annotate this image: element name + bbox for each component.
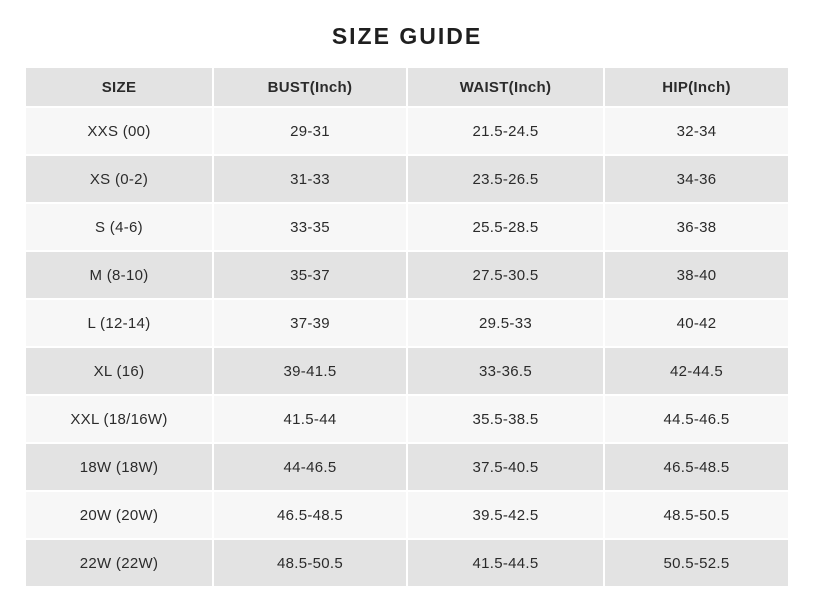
header-cell-bust: BUST(Inch) [214,68,406,106]
waist-cell: 23.5-26.5 [408,156,603,202]
waist-cell: 25.5-28.5 [408,204,603,250]
waist-cell: 41.5-44.5 [408,540,603,586]
hip-cell: 50.5-52.5 [605,540,788,586]
bust-cell: 41.5-44 [214,396,406,442]
bust-cell: 35-37 [214,252,406,298]
bust-cell: 31-33 [214,156,406,202]
bust-cell: 29-31 [214,108,406,154]
size-guide-table [26,68,788,586]
size-cell: S (4-6) [26,204,212,250]
hip-cell: 38-40 [605,252,788,298]
hip-cell: 32-34 [605,108,788,154]
size-cell: 20W (20W) [26,492,212,538]
header-cell-waist: WAIST(Inch) [408,68,603,106]
waist-cell: 29.5-33 [408,300,603,346]
waist-cell: 35.5-38.5 [408,396,603,442]
hip-cell: 46.5-48.5 [605,444,788,490]
hip-cell: 44.5-46.5 [605,396,788,442]
hip-cell: 40-42 [605,300,788,346]
waist-cell: 37.5-40.5 [408,444,603,490]
hip-cell: 36-38 [605,204,788,250]
waist-cell: 33-36.5 [408,348,603,394]
size-cell: XS (0-2) [26,156,212,202]
size-cell: XL (16) [26,348,212,394]
hip-cell: 48.5-50.5 [605,492,788,538]
hip-cell: 42-44.5 [605,348,788,394]
size-cell: L (12-14) [26,300,212,346]
bust-cell: 33-35 [214,204,406,250]
bust-cell: 39-41.5 [214,348,406,394]
size-cell: M (8-10) [26,252,212,298]
size-cell: XXL (18/16W) [26,396,212,442]
page-title: SIZE GUIDE [331,23,483,49]
hip-cell: 34-36 [605,156,788,202]
waist-cell: 27.5-30.5 [408,252,603,298]
bust-cell: 44-46.5 [214,444,406,490]
waist-cell: 21.5-24.5 [408,108,603,154]
bust-cell: 37-39 [214,300,406,346]
size-cell: 18W (18W) [26,444,212,490]
bust-cell: 46.5-48.5 [214,492,406,538]
header-cell-hip: HIP(Inch) [605,68,788,106]
size-cell: 22W (22W) [26,540,212,586]
size-cell: XXS (00) [26,108,212,154]
header-cell-size: SIZE [26,68,212,106]
waist-cell: 39.5-42.5 [408,492,603,538]
bust-cell: 48.5-50.5 [214,540,406,586]
